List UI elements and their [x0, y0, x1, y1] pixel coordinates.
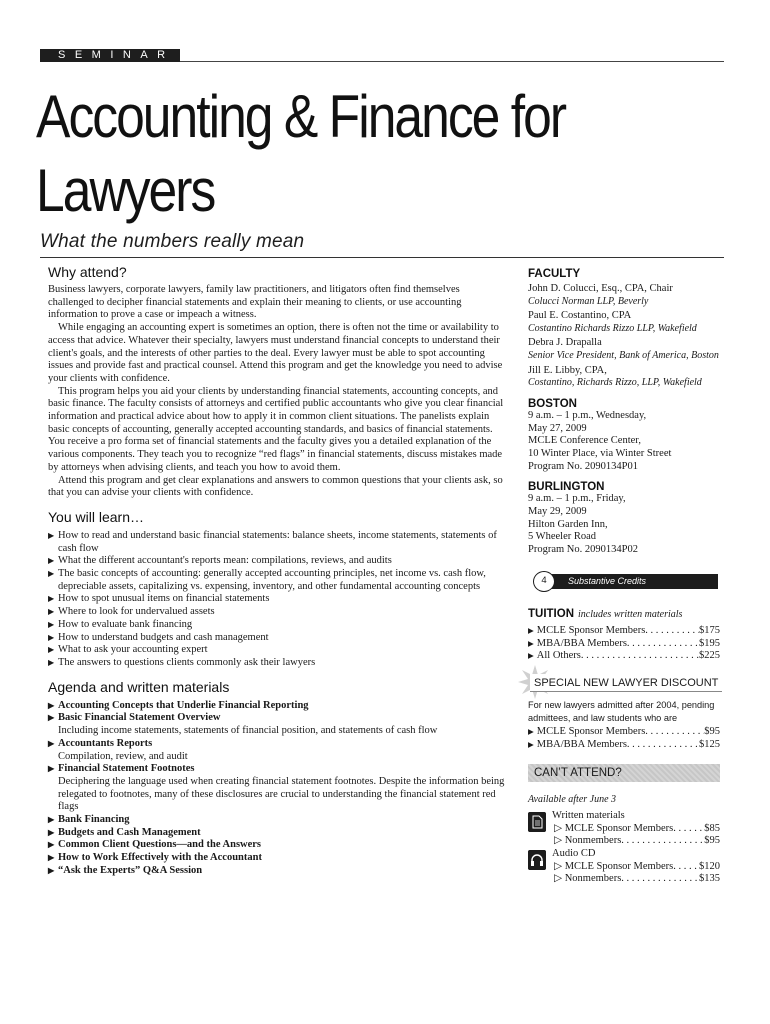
available-note: Available after June 3 [528, 793, 617, 805]
title-line-2: Lawyers [36, 157, 215, 224]
audio-cd-title: Audio CD [552, 847, 596, 859]
outline-arrow-icon: ▷ [554, 835, 565, 847]
page-title [36, 80, 638, 228]
faculty-name: Debra J. Drapalla [528, 337, 602, 349]
discount-heading: SPECIAL NEW LAWYER DISCOUNT [530, 674, 722, 692]
outline-arrow-icon: ▷ [554, 873, 565, 885]
agenda-list [48, 700, 506, 878]
agenda-item: ▶ Basic Financial Statement Overview [48, 712, 506, 725]
option-label: Nonmembers [564, 835, 622, 847]
price-row [528, 638, 720, 651]
list-item: ▶ How to spot unusual items on financial statements [48, 593, 506, 606]
location-line: May 27, 2009 [528, 422, 587, 434]
option-amount: $120 [699, 860, 720, 872]
why-paragraph: This program helps you aid your clients by understanding financial statements, accounting concepts, and basic finance. The faculty consists of attorneys and certified public accountants who give you clear financial information and practical advice about how to apply it in common client situations. The panelists explain basic concepts of accounting, generally accepted accounting standards, and basics of financial statements. You receive a pro forma set of financial statements and the faculty gives you a detailed explanation of the various components. They teach you to recognize “red flags” in financial statements, discuss mistakes made by attorneys when advising clients, and teach you how to avoid them. [48, 385, 504, 473]
location-line: May 29, 2009 [528, 506, 587, 518]
price-label: MCLE Sponsor Members [536, 624, 646, 636]
faculty-affiliation: Colucci Norman LLP, Beverly [528, 295, 649, 307]
discount-description: For new lawyers admitted after 2004, pending admittees, and law students who are [528, 699, 715, 723]
option-row [552, 835, 720, 848]
why-paragraph: Attend this program and get clear explanations and answers to common questions that your clients ask, so that you can advise your clients with confidence. [48, 474, 503, 499]
list-item: ▶ Where to look for undervalued assets [48, 606, 506, 619]
location-line: 5 Wheeler Road [528, 531, 597, 543]
price-amount: $125 [699, 738, 720, 750]
learn-list [48, 530, 506, 670]
leader-dots [673, 861, 699, 874]
bullet-arrow-icon: ▶ [528, 739, 534, 749]
outline-arrow-icon: ▷ [554, 822, 565, 834]
location-line: Program No. 2090134P01 [528, 460, 638, 472]
price-row [528, 650, 720, 663]
agenda-detail: Deciphering the language used when creating financial statement footnotes. Despite the information being relegated to footnotes, many of these disclosures are crucial to understanding the financial statement red flags [58, 775, 505, 813]
bullet-arrow-icon: ▶ [528, 651, 534, 661]
location-line: MCLE Conference Center, [528, 435, 641, 447]
option-label: MCLE Sponsor Members [564, 822, 674, 834]
price-label: MBA/BBA Members [536, 637, 627, 649]
agenda-item: ▶ Financial Statement Footnotes [48, 763, 506, 776]
agenda-detail: Compilation, review, and audit [58, 750, 188, 762]
written-materials-block [528, 810, 720, 848]
location-line: 10 Winter Place, via Winter Street [528, 447, 672, 459]
price-label: MCLE Sponsor Members [536, 726, 646, 738]
location-line: 9 a.m. – 1 p.m., Wednesday, [528, 409, 647, 421]
list-item: ▶ How to understand budgets and cash management [48, 632, 506, 645]
why-paragraph: Business lawyers, corporate lawyers, family law practitioners, and litigators often find themselves challenged to decipher financial statements and explain their meaning to clients, or use accounting information to prove a case or impeach a witness. [48, 284, 462, 321]
tuition-heading-row [528, 604, 720, 622]
agenda-item: ▶ Common Client Questions—and the Answers [48, 839, 506, 852]
agenda-heading: Agenda and written materials [48, 678, 230, 695]
page-subtitle: What the numbers really mean [40, 231, 305, 252]
bullet-arrow-icon: ▶ [528, 638, 534, 648]
faculty-affiliation: Senior Vice President, Bank of America, Boston [528, 350, 719, 362]
list-item: ▶ What the different accountant's reports mean: compilations, reviews, and audits [48, 555, 506, 568]
location-city: BURLINGTON [528, 481, 605, 494]
outline-arrow-icon: ▷ [554, 860, 565, 872]
faculty-affiliation: Costantino, Richards Rizzo, LLP, Wakefield [528, 377, 702, 389]
faculty-name: Jill E. Libby, CPA, [528, 364, 607, 376]
list-item: ▶ How to read and understand basic financial statements: balance sheets, income statements, statements of cash flow [48, 530, 506, 555]
leader-dots [627, 739, 699, 752]
title-rule [40, 257, 724, 258]
list-item: ▶ How to evaluate bank financing [48, 619, 506, 632]
agenda-item: ▶ “Ask the Experts” Q&A Session [48, 865, 506, 878]
agenda-detail: Including income statements, statements of financial position, and statements of cash flow [58, 725, 438, 737]
location-line: Program No. 2090134P02 [528, 544, 638, 556]
leader-dots [645, 726, 704, 739]
left-column [48, 264, 506, 878]
tuition-heading: TUITION [528, 607, 574, 620]
cant-attend-heading: CAN’T ATTEND? [528, 764, 720, 782]
agenda-item: ▶ Bank Financing [48, 814, 506, 827]
location-line: 9 a.m. – 1 p.m., Friday, [528, 493, 626, 505]
leader-dots [673, 823, 704, 836]
agenda-item: ▶ Accounting Concepts that Underlie Financial Reporting [48, 700, 506, 713]
option-amount: $95 [704, 835, 720, 847]
written-materials-title: Written materials [552, 810, 625, 822]
faculty-heading: FACULTY [528, 268, 581, 280]
why-paragraph: While engaging an accounting expert is sometimes an option, there is often not the time or availability to access that advice. Whatever their specialty, lawyers must understand financial concepts to understand their client's goals, and the interests of other parties to the deal. Every lawyer must be able to spot accounting issues and provide fast and practical counsel. Attend this program and get the knowledge you need to advise your clients with confidence. [48, 322, 503, 384]
price-row [528, 625, 720, 638]
discount-banner [528, 671, 720, 697]
credits-badge [528, 571, 720, 590]
title-line-1: Accounting & Finance for [36, 83, 566, 150]
price-amount: $95 [704, 726, 720, 738]
audio-cd-block [528, 848, 720, 886]
credits-label: Substantive Credits [544, 574, 718, 589]
option-label: MCLE Sponsor Members [564, 860, 674, 872]
location-line: Hilton Garden Inn, [528, 518, 608, 530]
price-amount: $175 [699, 624, 720, 636]
list-item: ▶ The basic concepts of accounting: generally accepted accounting principles, net income vs. cash flow, depreciable assets, capitalizing vs. expensing, inventory, and other fundamental accounting concepts [48, 568, 506, 593]
faculty-list [528, 283, 720, 390]
price-amount: $225 [699, 650, 720, 662]
seminar-label: SEMINAR [40, 49, 180, 62]
headphones-icon [528, 850, 546, 870]
document-icon [528, 812, 546, 832]
price-label: MBA/BBA Members [536, 738, 627, 750]
option-row [552, 861, 720, 874]
why-heading: Why attend? [48, 264, 127, 280]
leader-dots [645, 625, 699, 638]
agenda-item: ▶ Budgets and Cash Management [48, 827, 506, 840]
list-item: ▶ What to ask your accounting expert [48, 644, 506, 657]
tuition-note: includes written materials [578, 608, 683, 620]
price-row [528, 739, 720, 752]
leader-dots [621, 835, 704, 848]
leader-dots [627, 638, 699, 651]
leader-dots [621, 873, 699, 886]
agenda-item: ▶ How to Work Effectively with the Accountant [48, 852, 506, 865]
option-amount: $135 [699, 873, 720, 885]
faculty-affiliation: Costantino Richards Rizzo LLP, Wakefield [528, 322, 697, 334]
leader-dots [581, 650, 699, 663]
price-row [528, 726, 720, 739]
price-label: All Others [536, 650, 581, 662]
list-item: ▶ The answers to questions clients commonly ask their lawyers [48, 657, 506, 670]
option-row [552, 873, 720, 886]
faculty-name: Paul E. Costantino, CPA [528, 310, 632, 322]
option-row [552, 823, 720, 836]
option-amount: $85 [704, 822, 720, 834]
why-body [48, 284, 506, 500]
option-label: Nonmembers [564, 873, 622, 885]
location-city: BOSTON [528, 397, 577, 410]
right-column [528, 268, 720, 886]
price-amount: $195 [699, 637, 720, 649]
bullet-arrow-icon: ▶ [528, 625, 534, 635]
credits-number: 4 [533, 571, 555, 592]
bullet-arrow-icon: ▶ [528, 727, 534, 737]
learn-heading: You will learn… [48, 508, 144, 525]
agenda-item: ▶ Accountants Reports [48, 738, 506, 751]
faculty-name: John D. Colucci, Esq., CPA, Chair [528, 283, 673, 294]
